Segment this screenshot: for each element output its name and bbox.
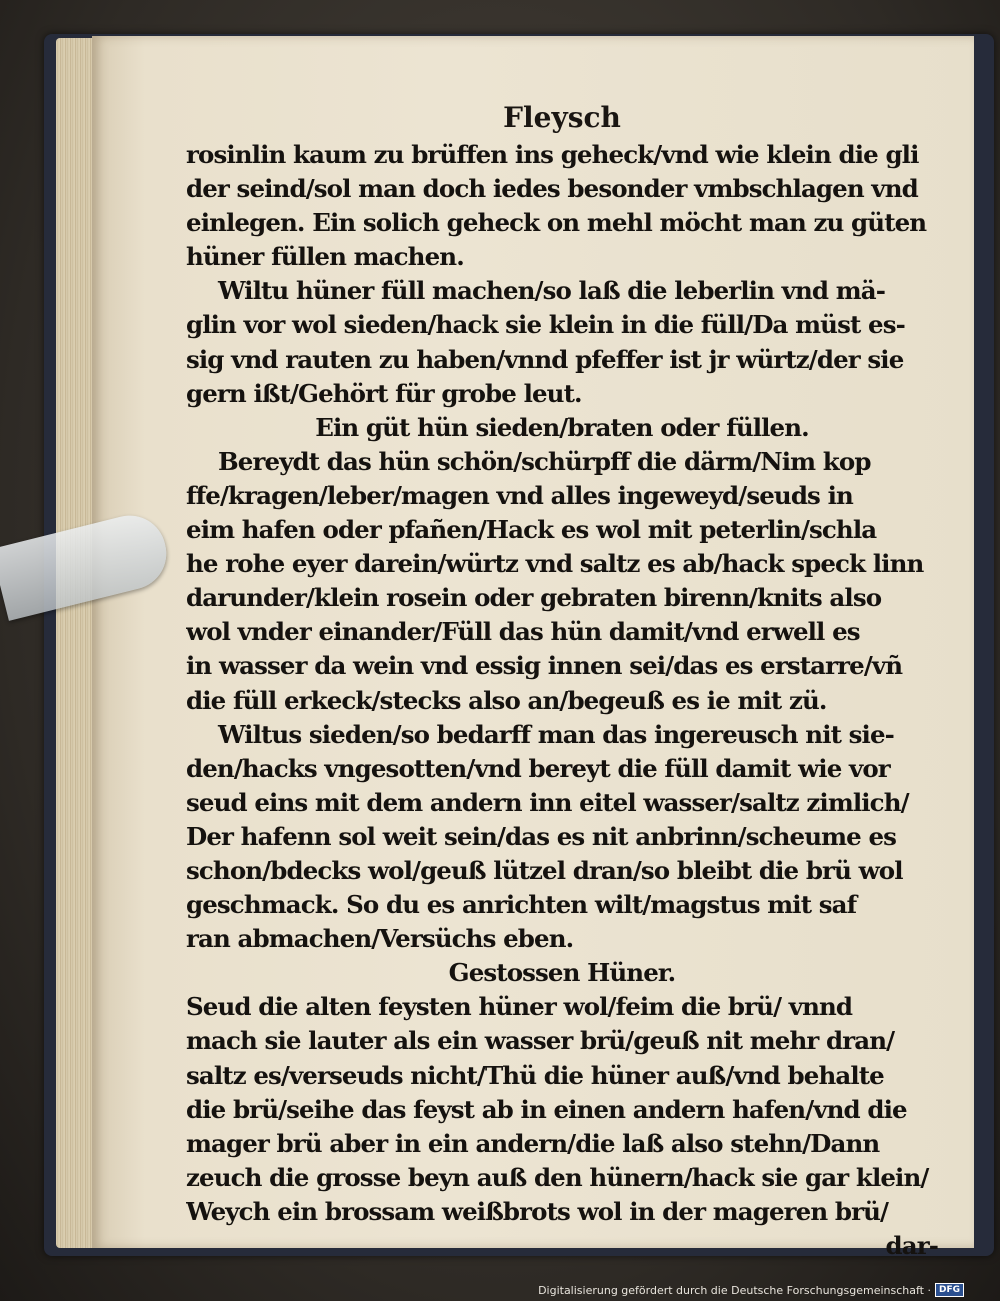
text-line: Wiltu hüner füll machen/so laß die leberlin vnd mä- <box>218 276 885 306</box>
text-line: Weych ein brossam weißbrots wol in der mageren brü/ <box>186 1196 889 1226</box>
text-line: der seind/sol man doch iedes besonder vmbschlagen vnd <box>186 174 918 204</box>
text-line: rosinlin kaum zu brüffen ins geheck/vnd wie klein die gli <box>186 140 919 169</box>
section-heading: Gestossen Hüner. <box>448 958 676 988</box>
text-line: in wasser da wein vnd essig innen sei/das es erstarre/vñ <box>186 651 903 681</box>
dfg-logo: DFG <box>935 1283 964 1297</box>
page-edges <box>56 38 96 1248</box>
footer-text: Digitalisierung gefördert durch die Deutsche Forschungsgemeinschaft · <box>538 1283 931 1297</box>
text-line: sig vnd rauten zu haben/vnnd pfeffer ist jr würtz/der sie <box>186 344 904 374</box>
text-line: mager brü aber in ein andern/die laß also stehn/Dann <box>186 1128 880 1158</box>
text-line: seud eins mit dem andern inn eitel wasser/saltz zimlich/ <box>186 787 909 817</box>
text-line: die brü/seihe das feyst ab in einen andern hafen/vnd die <box>186 1094 907 1124</box>
running-header: Fleysch <box>503 101 621 134</box>
text-line: mach sie lauter als ein wasser brü/geuß nit mehr dran/ <box>186 1026 895 1056</box>
text-line: den/hacks vngesotten/vnd bereyt die füll damit wie vor <box>186 753 890 783</box>
catchword: dar- <box>885 1231 938 1260</box>
text-line: wol vnder einander/Füll das hün damit/vnd erwell es <box>186 617 860 647</box>
text-line: gern ißt/Gehört für grobe leut. <box>186 378 582 408</box>
text-line: zeuch die grosse beyn auß den hünern/hack sie gar klein/ <box>186 1162 929 1192</box>
footer-credit <box>538 1281 964 1299</box>
text-line: geschmack. So du es anrichten wilt/magstus mit saf <box>186 890 857 920</box>
text-line: hüner füllen machen. <box>186 242 464 272</box>
text-line: Bereydt das hün schön/schürpff die därm/Nim kop <box>218 446 871 476</box>
text-line: die füll erkeck/stecks also an/begeuß es ie mit zü. <box>186 685 827 715</box>
section-heading: Ein güt hün sieden/braten oder füllen. <box>315 412 809 442</box>
text-line: he rohe eyer darein/würtz vnd saltz es ab/hack speck linn <box>186 549 924 579</box>
text-line: eim hafen oder pfañen/Hack es wol mit peterlin/schla <box>186 515 877 545</box>
text-line: Wiltus sieden/so bedarff man das ingereusch nit sie- <box>218 719 894 749</box>
text-line: schon/bdecks wol/geuß lützel dran/so bleibt die brü wol <box>186 855 903 885</box>
text-lines <box>186 138 938 1263</box>
text-line: Seud die alten feysten hüner wol/feim die brü/ vnnd <box>186 992 853 1022</box>
text-line: ran abmachen/Versüchs eben. <box>186 924 574 954</box>
page-text-block <box>186 98 938 1260</box>
text-line: ffe/kragen/leber/magen vnd alles ingeweyd/seuds in <box>186 480 853 510</box>
text-line: darunder/klein rosein oder gebraten birenn/knits also <box>186 583 882 613</box>
text-line: einlegen. Ein solich geheck on mehl möcht man zu güten <box>186 208 927 238</box>
text-line: saltz es/verseuds nicht/Thü die hüner auß/vnd behalte <box>186 1060 884 1090</box>
text-line: Der hafenn sol weit sein/das es nit anbrinn/scheume es <box>186 821 897 851</box>
text-line: glin vor wol sieden/hack sie klein in die füll/Da müst es- <box>186 310 905 340</box>
